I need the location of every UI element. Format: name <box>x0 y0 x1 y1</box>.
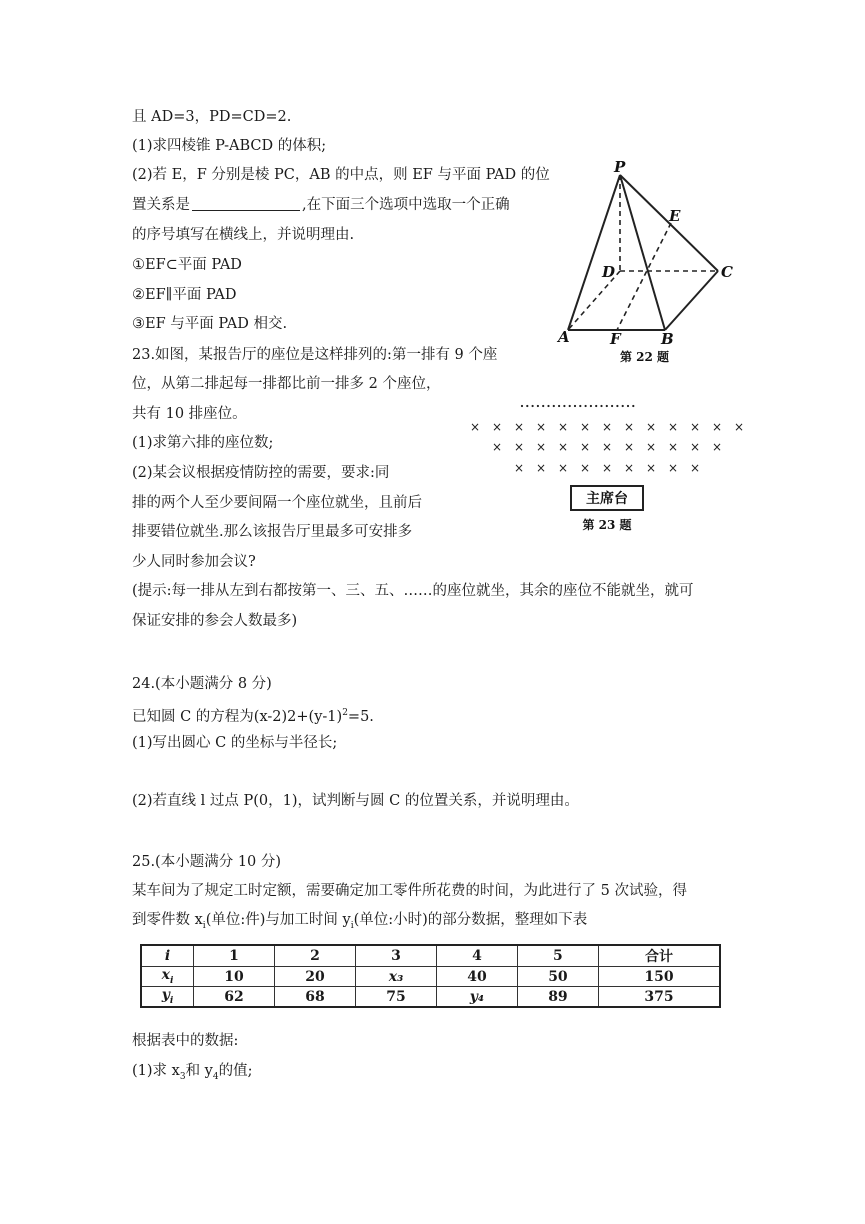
label-b: B <box>661 330 674 348</box>
table-cell: 62 <box>194 987 275 1008</box>
x-label-sub: i <box>169 975 174 986</box>
table-header-cell: 1 <box>194 945 275 967</box>
ellipsis-dot <box>526 405 528 407</box>
seat-mark: × <box>579 420 591 434</box>
ellipsis-dot <box>632 405 634 407</box>
seat-mark: × <box>557 420 569 434</box>
pyramid-figure <box>548 150 748 372</box>
seat-mark: × <box>689 461 701 475</box>
q24-equation-a: 已知圆 C 的方程为(x-2)2+(y-1) <box>132 708 343 725</box>
ellipsis-dot <box>537 405 539 407</box>
seat-rows <box>470 420 744 475</box>
table-header-row <box>141 945 720 967</box>
row-label-y <box>141 987 194 1008</box>
stage-label: 主席台 <box>586 491 628 507</box>
label-p: P <box>614 158 626 176</box>
seat-mark: × <box>601 420 613 434</box>
table-header-cell: 合计 <box>598 945 720 967</box>
q22-part-2-instructions: 的序号填写在横线上，并说明理由. <box>132 227 355 243</box>
ellipsis-dot <box>627 405 629 407</box>
seat-mark: × <box>623 420 635 434</box>
q22-part-2-cont <box>132 195 510 215</box>
seat-mark: × <box>491 420 503 434</box>
table-header-cell: 2 <box>274 945 355 967</box>
q25-p1-sub2: 4 <box>212 1071 219 1082</box>
q22-text-b: ,在下面三个选项中选取一个正确 <box>302 197 510 213</box>
label-f: F <box>610 330 621 348</box>
ellipsis-dot <box>595 405 597 407</box>
seat-mark: × <box>623 440 635 454</box>
q22-option-1: ①EF⊂平面 PAD <box>132 257 242 273</box>
table-header-cell: i <box>141 945 194 967</box>
seat-mark: × <box>667 461 679 475</box>
q25-text-b: (单位:件)与加工时间 y <box>205 912 351 928</box>
q23-hint-2: 保证安排的参会人数最多) <box>132 613 298 629</box>
q22-line-1: 且 AD=3，PD=CD=2. <box>132 109 292 125</box>
ellipsis-dot <box>569 405 571 407</box>
q23-part-2-cont-3: 少人同时参加会议? <box>132 554 256 570</box>
ellipsis-dot <box>600 405 602 407</box>
ellipsis-dot <box>532 405 534 407</box>
seat-mark: × <box>535 461 547 475</box>
q22-part-1: (1)求四棱锥 P-ABCD 的体积; <box>132 138 327 154</box>
seat-mark: × <box>667 440 679 454</box>
table-header-cell: 5 <box>517 945 598 967</box>
ellipsis-dot <box>563 405 565 407</box>
seat-mark: × <box>513 461 525 475</box>
x-label: x <box>161 967 170 984</box>
q22-option-3: ③EF 与平面 PAD 相交. <box>132 316 288 332</box>
seat-mark: × <box>711 420 723 434</box>
omitted-rows-dots <box>521 405 635 407</box>
q25-p1-b: 和 y <box>185 1063 213 1079</box>
data-table <box>140 944 721 1008</box>
q25-line-2 <box>132 910 587 936</box>
seat-mark: × <box>513 420 525 434</box>
q23-line-3: 共有 10 排座位。 <box>132 406 247 422</box>
seat-mark: × <box>535 420 547 434</box>
seat-mark: × <box>623 461 635 475</box>
row-label-x <box>141 967 194 987</box>
table-cell: 150 <box>598 967 720 987</box>
seating-figure <box>460 395 750 540</box>
q25-sub-2: i <box>350 920 354 931</box>
seat-mark: × <box>557 440 569 454</box>
q25-p1-sub1: 3 <box>179 1071 186 1082</box>
q25-line-3: 根据表中的数据: <box>132 1033 239 1049</box>
label-c: C <box>721 263 733 281</box>
figure-23-caption: 第 23 题 <box>582 518 632 532</box>
q23-hint-1: (提示:每一排从左到右都按第一、三、五、……的座位就坐，其余的座位不能就坐，就可 <box>132 583 694 599</box>
table-cell: 75 <box>355 987 436 1008</box>
q24-heading: 24.(本小题满分 8 分) <box>132 676 272 692</box>
q24-equation-b: =5. <box>347 708 374 725</box>
seat-mark: × <box>601 461 613 475</box>
q24-line-1 <box>132 703 374 727</box>
seat-mark: × <box>601 440 613 454</box>
table-cell: x₃ <box>355 967 436 987</box>
table-cell: 40 <box>436 967 517 987</box>
q25-p1-a: (1)求 x <box>132 1063 180 1079</box>
q22-part-2: (2)若 E，F 分别是棱 PC，AB 的中点，则 EF 与平面 PAD 的位 <box>132 167 550 183</box>
q23-part-2-cont-2: 排要错位就坐.那么该报告厅里最多可安排多 <box>132 524 413 540</box>
seat-mark: × <box>645 440 657 454</box>
ellipsis-dot <box>611 405 613 407</box>
table-cell: 50 <box>517 967 598 987</box>
q22-option-2: ②EF∥平面 PAD <box>132 287 237 303</box>
q23-part-2: (2)某会议根据疫情防控的需要，要求:同 <box>132 465 390 481</box>
q22-text-a: 置关系是 <box>132 197 190 213</box>
figure-22-caption: 第 22 题 <box>620 350 670 364</box>
seat-mark: × <box>667 420 679 434</box>
seat-mark: × <box>733 420 745 434</box>
y-label-sub: i <box>169 995 174 1006</box>
y-label: y <box>161 987 170 1004</box>
q24-part-1: (1)写出圆心 C 的坐标与半径长; <box>132 735 338 751</box>
seat-mark: × <box>579 461 591 475</box>
q25-heading: 25.(本小题满分 10 分) <box>132 854 282 870</box>
q25-sub-1: i <box>202 920 206 931</box>
q25-p1-c: 的值; <box>218 1063 253 1079</box>
q24-equation-sup: 2 <box>342 708 348 718</box>
ellipsis-dot <box>579 405 581 407</box>
ellipsis-dot <box>553 405 555 407</box>
seat-mark: × <box>513 440 525 454</box>
q23-line-1: 23.如图，某报告厅的座位是这样排列的:第一排有 9 个座 <box>132 347 498 363</box>
label-e: E <box>669 207 681 225</box>
ellipsis-dot <box>521 405 523 407</box>
seat-mark: × <box>645 420 657 434</box>
table-header-cell: 4 <box>436 945 517 967</box>
ellipsis-dot <box>606 405 608 407</box>
table-cell: 375 <box>598 987 720 1008</box>
seat-mark: × <box>711 440 723 454</box>
ellipsis-dot <box>542 405 544 407</box>
q25-line-1: 某车间为了规定工时定额，需要确定加工零件所花费的时间，为此进行了 5 次试验，得 <box>132 883 687 899</box>
q25-text-a: 到零件数 x <box>132 912 203 928</box>
ellipsis-dot <box>590 405 592 407</box>
table-row-y <box>141 987 720 1008</box>
ellipsis-dot <box>547 405 549 407</box>
seat-mark: × <box>689 440 701 454</box>
ellipsis-dot <box>585 405 587 407</box>
q23-part-1: (1)求第六排的座位数; <box>132 435 274 451</box>
table-cell: y₄ <box>436 987 517 1008</box>
seat-mark: × <box>689 420 701 434</box>
q23-part-2-cont-1: 排的两个人至少要间隔一个座位就坐，且前后 <box>132 495 422 511</box>
ellipsis-dot <box>574 405 576 407</box>
seat-mark: × <box>579 440 591 454</box>
seat-mark: × <box>469 420 481 434</box>
q23-line-2: 位，从第二排起每一排都比前一排多 2 个座位， <box>132 376 441 392</box>
answer-blank <box>192 196 300 211</box>
ellipsis-dot <box>616 405 618 407</box>
seat-mark: × <box>535 440 547 454</box>
ellipsis-dot <box>622 405 624 407</box>
table-header-cell: 3 <box>355 945 436 967</box>
seat-mark: × <box>557 461 569 475</box>
label-d: D <box>602 263 616 281</box>
ellipsis-dot <box>558 405 560 407</box>
q25-part-1 <box>132 1061 253 1087</box>
seat-mark: × <box>491 440 503 454</box>
table-cell: 10 <box>194 967 275 987</box>
label-a: A <box>558 328 570 346</box>
table-cell: 20 <box>274 967 355 987</box>
q25-text-c: (单位:小时)的部分数据，整理如下表 <box>353 912 588 928</box>
seat-mark: × <box>645 461 657 475</box>
table-row-x <box>141 967 720 987</box>
table-cell: 68 <box>274 987 355 1008</box>
q24-part-2: (2)若直线 l 过点 P(0，1)，试判断与圆 C 的位置关系，并说明理由。 <box>132 793 579 809</box>
table-cell: 89 <box>517 987 598 1008</box>
